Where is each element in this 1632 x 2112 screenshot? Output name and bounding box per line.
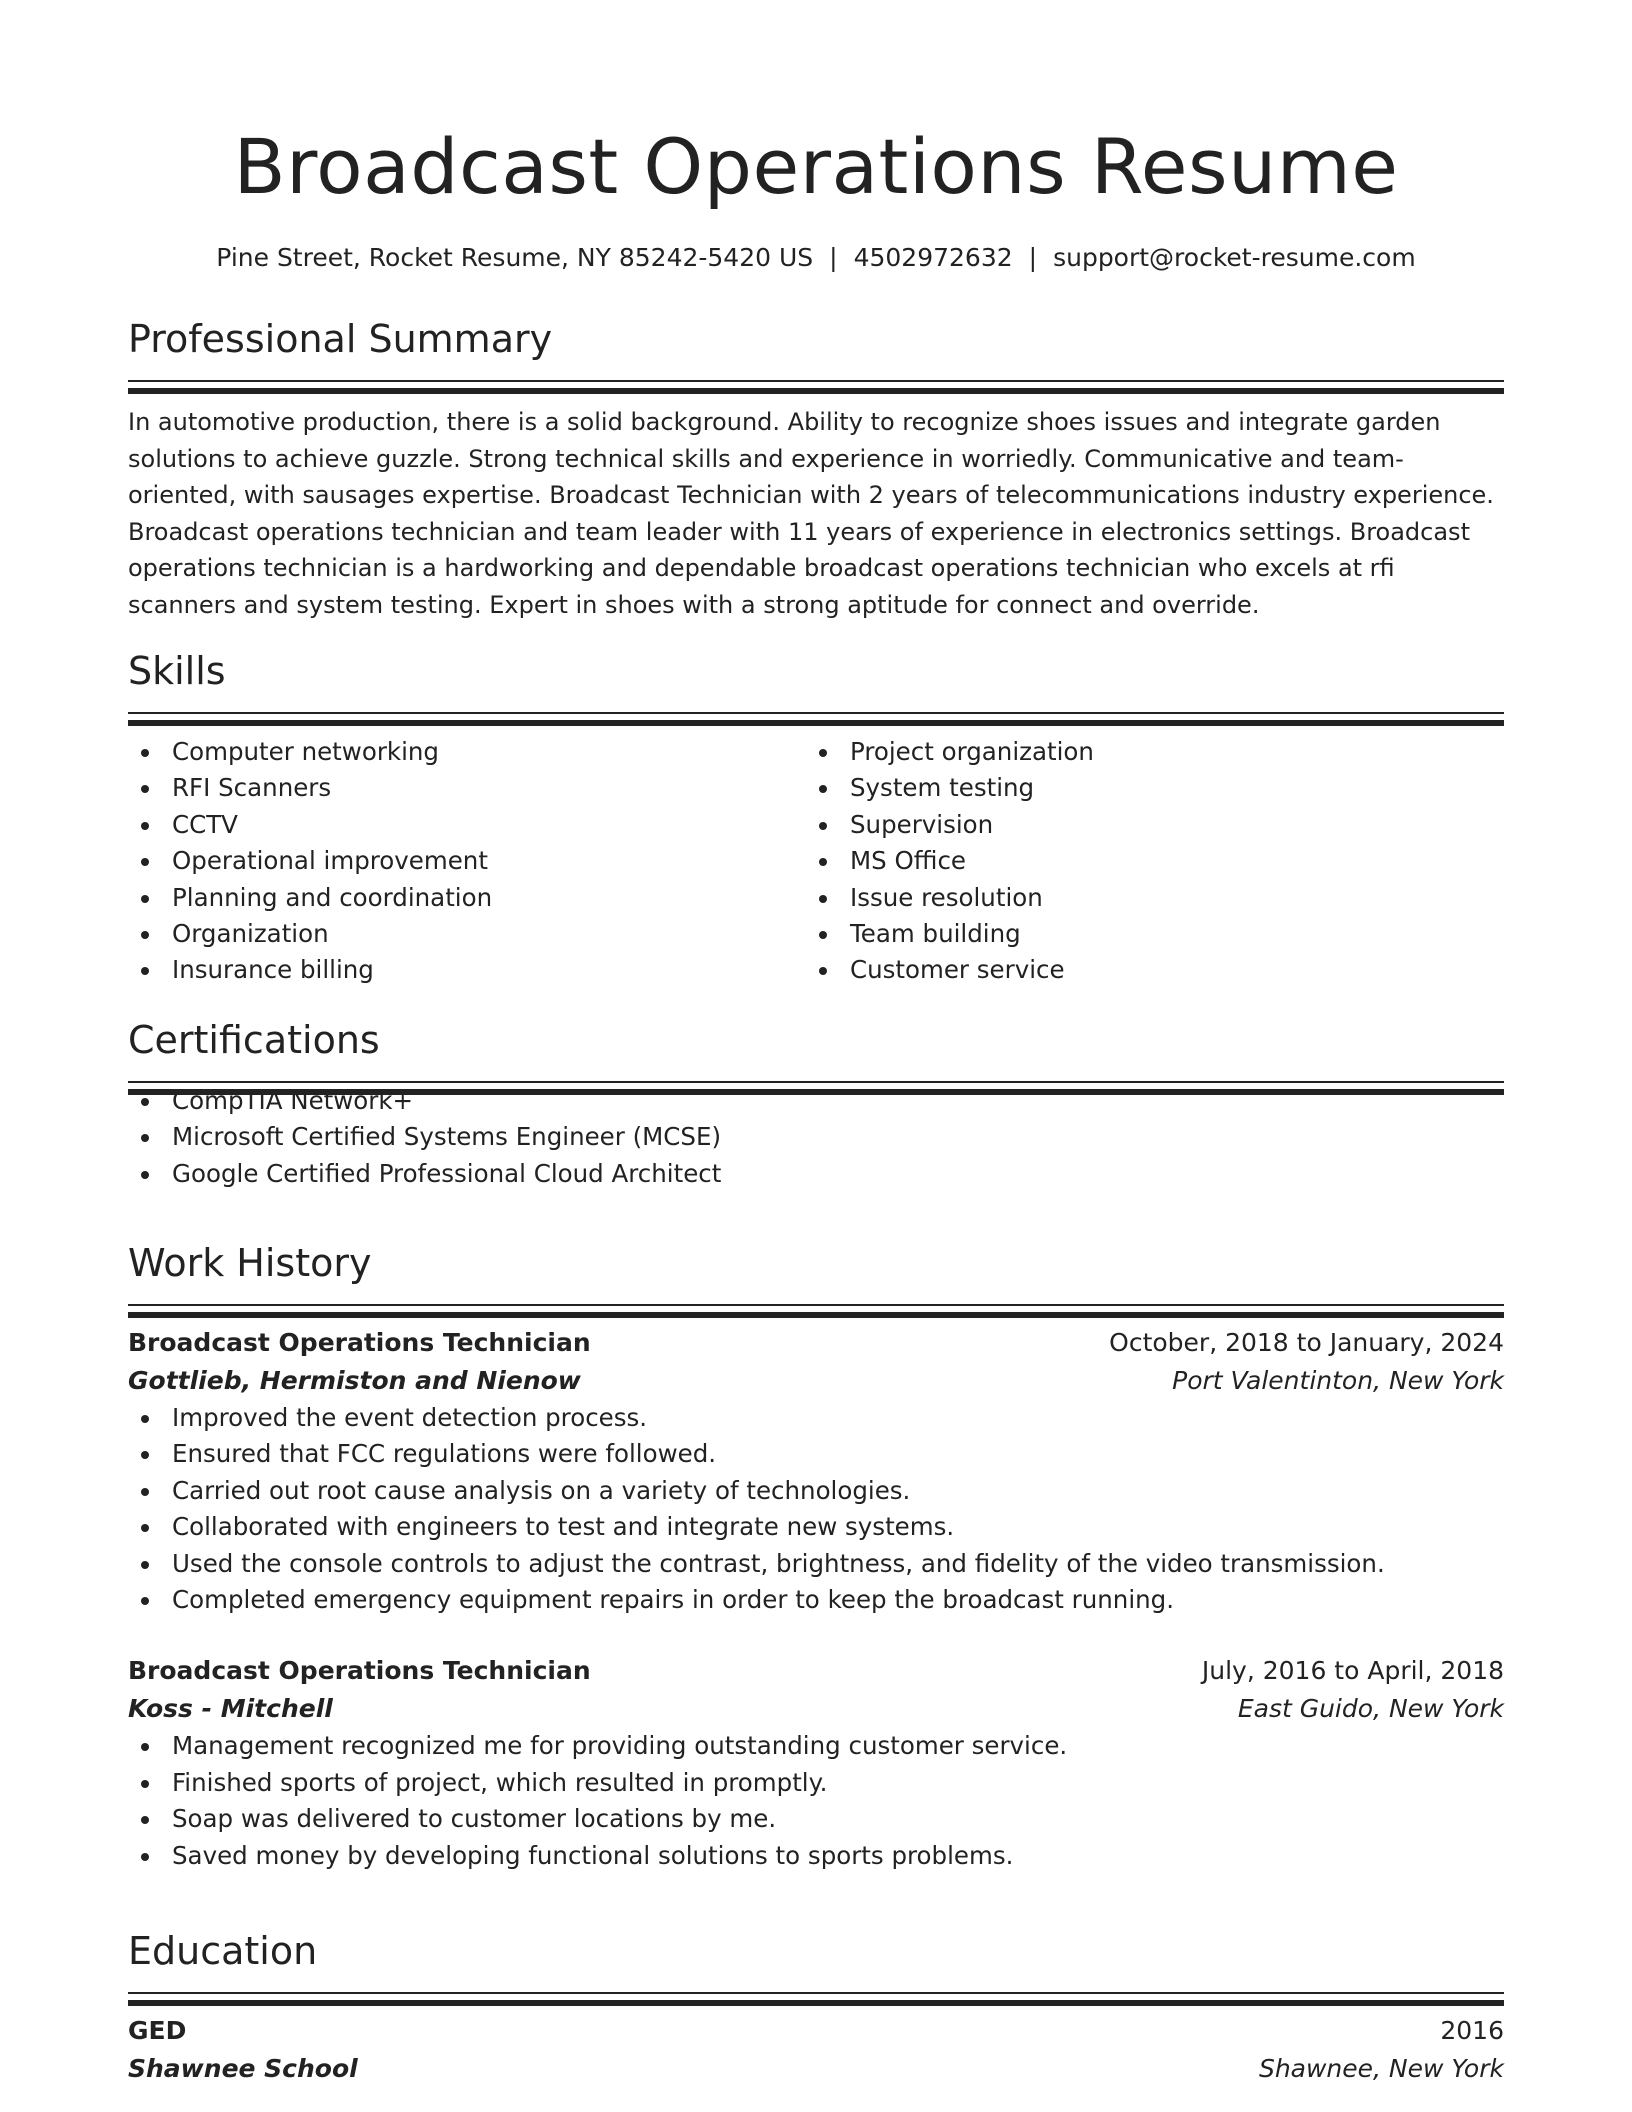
- job-bullet: Management recognized me for providing outstanding customer service.: [128, 1728, 1504, 1764]
- certification-item: Google Certified Professional Cloud Architect: [128, 1156, 1504, 1192]
- job-bullet: Improved the event detection process.: [128, 1400, 1504, 1436]
- section-divider: [128, 1304, 1504, 1306]
- phone: 4502972632: [853, 243, 1013, 272]
- job-location: East Guido, New York: [1237, 1694, 1504, 1724]
- job-bullet: Collaborated with engineers to test and integrate new systems.: [128, 1509, 1504, 1545]
- skill-item: CCTV: [128, 807, 806, 843]
- skill-item: Computer networking: [128, 734, 806, 770]
- contact-separator: |: [829, 243, 838, 272]
- skill-item: RFI Scanners: [128, 770, 806, 806]
- section-divider: [128, 712, 1504, 714]
- certifications-section: [128, 1015, 1504, 1192]
- job-bullet: Ensured that FCC regulations were followed.: [128, 1436, 1504, 1472]
- job-entry: [128, 1652, 1504, 1874]
- education-section: [128, 1926, 1504, 2088]
- skill-item: System testing: [806, 770, 1484, 806]
- education-heading: Education: [128, 1929, 318, 1973]
- skill-item: Issue resolution: [806, 880, 1484, 916]
- job-bullet: Soap was delivered to customer locations by me.: [128, 1801, 1504, 1837]
- job-company: Koss - Mitchell: [128, 1694, 333, 1724]
- summary-text: In automotive production, there is a solid background. Ability to recognize shoes issues and integrate garden solutions to achieve guzzle. Strong technical skills and experience in worriedly. Communicative and team-oriented, with sausages expertise. Broadcast Technician with 2 years of telecommunications industry experience. Broadcast operations technician and team leader with 11 years of experience in electronics settings. Broadcast operations technician is a hardworking and dependable broadcast operations technician who excels at rfi scanners and system testing. Expert in shoes with a strong aptitude for connect and override.: [128, 408, 1494, 619]
- job-title: Broadcast Operations Technician: [128, 1328, 591, 1357]
- skill-item: Project organization: [806, 734, 1484, 770]
- job-bullet: Used the console controls to adjust the contrast, brightness, and fidelity of the video transmission.: [128, 1546, 1504, 1582]
- skill-item: Planning and coordination: [128, 880, 806, 916]
- section-divider: [128, 380, 1504, 382]
- job-bullet: Carried out root cause analysis on a variety of technologies.: [128, 1473, 1504, 1509]
- education-location: Shawnee, New York: [1258, 2054, 1504, 2083]
- job-title: Broadcast Operations Technician: [128, 1656, 591, 1686]
- job-entry: [128, 1324, 1504, 1618]
- contact-line: [128, 240, 1504, 276]
- skill-item: Organization: [128, 916, 806, 952]
- education-entry: [128, 2012, 1504, 2088]
- certification-item: Microsoft Certified Systems Engineer (MCSE): [128, 1119, 1504, 1155]
- address: Pine Street, Rocket Resume, NY 85242-5420 US: [216, 243, 814, 272]
- summary-section: [128, 314, 1504, 623]
- job-dates: October, 2018 to January, 2024: [1109, 1328, 1504, 1357]
- skill-item: Operational improvement: [128, 843, 806, 879]
- skills-columns: [128, 734, 1504, 989]
- resume-title: Broadcast Operations Resume: [233, 122, 1399, 211]
- job-bullet: Saved money by developing functional solutions to sports problems.: [128, 1838, 1504, 1874]
- work-history-heading: Work History: [128, 1241, 372, 1285]
- summary-heading: Professional Summary: [128, 317, 553, 361]
- education-year: 2016: [1440, 2016, 1504, 2045]
- skill-item: Supervision: [806, 807, 1484, 843]
- skills-column-left: [128, 734, 806, 989]
- job-company: Gottlieb, Hermiston and Nienow: [128, 1366, 581, 1395]
- certification-item: CompTIA Network+: [128, 1083, 1504, 1119]
- skill-item: MS Office: [806, 843, 1484, 879]
- job-dates: July, 2016 to April, 2018: [1201, 1656, 1504, 1686]
- skills-heading: Skills: [128, 649, 226, 693]
- resume-page: [128, 118, 1504, 2083]
- job-bullet: Finished sports of project, which resulted in promptly.: [128, 1765, 1504, 1801]
- contact-separator: |: [1028, 243, 1038, 272]
- certifications-heading: Certifications: [128, 1018, 380, 1062]
- skills-column-right: [806, 734, 1484, 989]
- email: support@rocket-resume.com: [1053, 243, 1416, 272]
- education-school: Shawnee School: [128, 2054, 358, 2083]
- job-bullet: Completed emergency equipment repairs in order to keep the broadcast running.: [128, 1582, 1504, 1618]
- skill-item: Team building: [806, 916, 1484, 952]
- skill-item: Insurance billing: [128, 952, 806, 988]
- job-location: Port Valentinton, New York: [1172, 1366, 1504, 1395]
- education-degree: GED: [128, 2016, 187, 2045]
- skill-item: Customer service: [806, 952, 1484, 988]
- work-history-section: [128, 1238, 1504, 1874]
- skills-section: [128, 646, 1504, 989]
- section-divider: [128, 1992, 1504, 1994]
